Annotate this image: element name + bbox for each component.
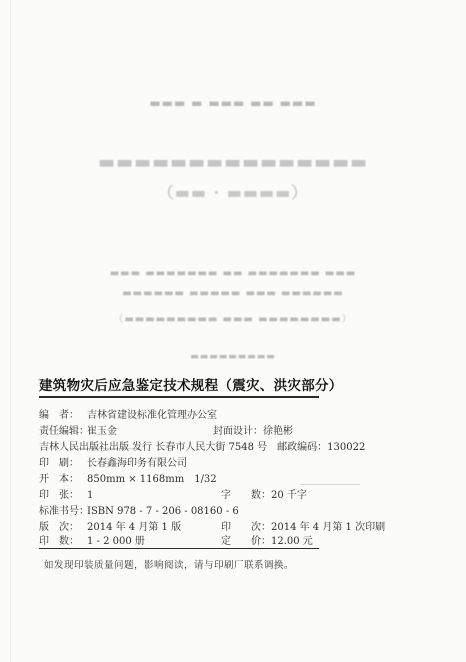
impression-cell (221, 521, 385, 534)
editor-row (39, 409, 217, 422)
show-through-text: （▬▬ · ▬▬▬▬） (157, 183, 309, 202)
show-through-text: ▬▬▬ ▬ ▬▬▬ ▬▬ ▬▬▬ (149, 96, 317, 110)
edition-value: 2014 年 4 月第 1 版 (87, 522, 182, 533)
format-label: 开 本： (39, 474, 79, 485)
print-run-label: 印 数： (39, 536, 79, 547)
quality-notice: 如发现印装质量问题，影响阅读，请与印刷厂联系调换。 (44, 560, 295, 571)
book-title: 建筑物灾后应急鉴定技术规程（震灾、洪灾部分） (39, 378, 343, 394)
cover-design-label: 封面设计： (213, 426, 263, 437)
show-through-text: ▬▬▬ ▬▬▬▬▬▬▬ ▬▬ ▬▬▬▬▬▬▬ ▬▬▬ (109, 268, 357, 279)
print-run-row (39, 535, 145, 548)
format-row (39, 473, 217, 486)
editor-value: 吉林省建设标准化管理办公室 (87, 410, 217, 421)
show-through-text: （▬▬▬▬▬▬▬▬▬ ▬▬▬ ▬▬▬▬▬▬▬▬） (113, 314, 353, 325)
words-cell (221, 489, 307, 502)
impression-value: 2014 年 4 月第 1 次印刷 (271, 522, 386, 533)
isbn-value: ISBN 978 - 7 - 206 - 08160 - 6 (87, 506, 239, 517)
bottom-rule (39, 548, 319, 549)
cover-design-value: 徐艳彬 (263, 426, 293, 437)
isbn-label: 标准书号： (39, 506, 89, 517)
printer-label: 印 刷： (39, 458, 79, 469)
sheets-label: 印 张： (39, 490, 79, 501)
price-value: 12.00 元 (271, 536, 313, 547)
responsible-editor-row (39, 425, 117, 438)
format-value: 850mm × 1168mm 1/32 (87, 474, 217, 485)
isbn-row (39, 505, 239, 518)
show-through-text: ▬▬▬▬▬▬▬▬▬ (190, 352, 276, 362)
cover-design-cell (213, 425, 293, 438)
show-through-text: ▬▬▬▬▬▬▬▬▬▬▬▬▬▬▬ (97, 152, 369, 173)
printer-row (39, 457, 187, 470)
edition-row (39, 521, 181, 534)
printer-value: 长春鑫海印务有限公司 (87, 458, 187, 469)
publisher-line: 吉林人民出版社出版 发行 长春市人民大街 7548 号 邮政编码：130022 (39, 442, 366, 453)
responsible-editor-value: 崔玉金 (87, 426, 117, 437)
responsible-editor-label: 责任编辑： (39, 426, 89, 437)
edition-label: 版 次： (39, 522, 79, 533)
price-cell (221, 535, 313, 548)
words-label: 字 数： (221, 490, 271, 501)
title-rule (39, 396, 319, 398)
sheets-row (39, 489, 93, 502)
show-through-line (300, 484, 360, 485)
sheets-value: 1 (87, 490, 94, 501)
price-label: 定 价： (221, 536, 271, 547)
words-value: 20 千字 (271, 490, 307, 501)
impression-label: 印 次： (221, 522, 271, 533)
editor-label: 编 者： (39, 410, 79, 421)
print-run-value: 1 - 2 000 册 (87, 536, 145, 547)
show-through-text: ▬▬▬▬▬▬ ▬▬▬▬▬ ▬▬▬ ▬▬▬▬▬▬ (122, 288, 344, 299)
